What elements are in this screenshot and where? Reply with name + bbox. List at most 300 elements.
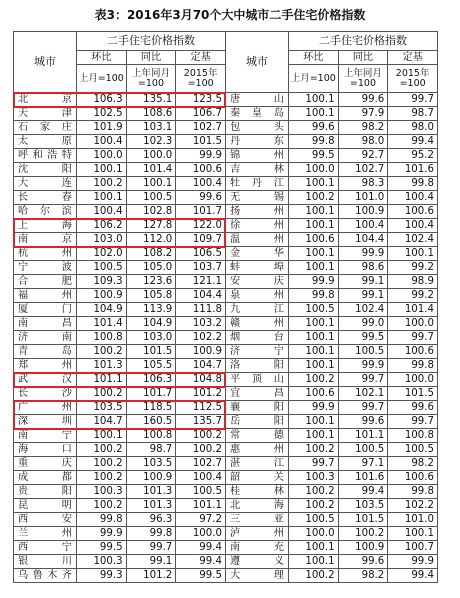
index-value-cell: 98.6 — [338, 261, 388, 275]
index-value-cell: 99.8 — [388, 485, 438, 499]
city-cell: 呼和浩特 — [14, 149, 77, 163]
col-base-right: 定基 — [388, 51, 438, 65]
index-value-cell: 98.0 — [338, 135, 388, 149]
city-cell: 成都 — [14, 471, 77, 485]
index-value-cell: 106.3 — [126, 373, 176, 387]
index-value-cell: 100.4 — [76, 205, 126, 219]
index-value-cell: 99.1 — [126, 555, 176, 569]
index-value-cell: 104.7 — [76, 415, 126, 429]
index-value-cell: 100.5 — [338, 443, 388, 457]
city-cell: 安庆 — [225, 275, 288, 289]
city-cell: 襄阳 — [225, 401, 288, 415]
index-value-cell: 101.0 — [388, 513, 438, 527]
table-row — [14, 177, 438, 191]
index-value-cell: 135.1 — [126, 93, 176, 107]
index-value-cell: 98.7 — [126, 443, 176, 457]
index-value-cell: 100.0 — [288, 527, 338, 541]
city-cell: 上海 — [14, 219, 77, 233]
index-value-cell: 100.3 — [288, 471, 338, 485]
index-value-cell: 121.1 — [176, 275, 226, 289]
index-value-cell: 99.6 — [338, 93, 388, 107]
table-row — [14, 541, 438, 555]
index-value-cell: 98.2 — [338, 569, 388, 583]
index-value-cell: 99.3 — [76, 569, 126, 583]
index-value-cell: 102.7 — [338, 163, 388, 177]
city-cell: 徐州 — [225, 219, 288, 233]
table-row — [14, 149, 438, 163]
index-value-cell: 102.0 — [76, 247, 126, 261]
city-cell: 韶关 — [225, 471, 288, 485]
index-value-cell: 106.2 — [76, 219, 126, 233]
table-row — [14, 457, 438, 471]
index-value-cell: 101.5 — [176, 135, 226, 149]
index-value-cell: 100.1 — [288, 219, 338, 233]
index-value-cell: 100.2 — [76, 345, 126, 359]
index-value-cell: 102.2 — [176, 331, 226, 345]
index-value-cell: 101.6 — [388, 163, 438, 177]
index-value-cell: 101.9 — [76, 121, 126, 135]
city-cell: 贵阳 — [14, 485, 77, 499]
price-index-table-wrapper — [13, 31, 438, 583]
city-cell: 常德 — [225, 429, 288, 443]
city-cell: 温州 — [225, 233, 288, 247]
index-value-cell: 98.2 — [388, 457, 438, 471]
index-value-cell: 100.7 — [388, 541, 438, 555]
index-value-cell: 99.5 — [288, 149, 338, 163]
table-row — [14, 191, 438, 205]
city-cell: 武汉 — [14, 373, 77, 387]
index-value-cell: 102.1 — [338, 387, 388, 401]
table-row — [14, 247, 438, 261]
city-cell: 乌鲁木齐 — [14, 569, 77, 583]
index-value-cell: 101.7 — [176, 205, 226, 219]
city-cell: 宜昌 — [225, 387, 288, 401]
city-cell: 金华 — [225, 247, 288, 261]
city-cell: 湛江 — [225, 457, 288, 471]
index-value-cell: 99.1 — [338, 289, 388, 303]
city-cell: 北京 — [14, 93, 77, 107]
index-value-cell: 100.9 — [176, 345, 226, 359]
index-value-cell: 99.4 — [388, 569, 438, 583]
index-value-cell: 106.7 — [176, 107, 226, 121]
index-value-cell: 101.2 — [176, 387, 226, 401]
city-cell: 济宁 — [225, 345, 288, 359]
index-value-cell: 100.4 — [76, 135, 126, 149]
index-value-cell: 100.6 — [176, 163, 226, 177]
index-value-cell: 99.5 — [176, 569, 226, 583]
index-value-cell: 103.0 — [76, 233, 126, 247]
index-value-cell: 100.4 — [176, 471, 226, 485]
index-value-cell: 113.9 — [126, 303, 176, 317]
index-value-cell: 100.8 — [388, 429, 438, 443]
index-value-cell: 100.1 — [288, 317, 338, 331]
city-cell: 昆明 — [14, 499, 77, 513]
index-value-cell: 100.1 — [288, 555, 338, 569]
index-value-cell: 123.6 — [126, 275, 176, 289]
index-value-cell: 100.4 — [388, 191, 438, 205]
index-value-cell: 100.4 — [338, 219, 388, 233]
table-row — [14, 499, 438, 513]
sub-mom-right: 上月=100 — [288, 65, 338, 93]
table-row — [14, 107, 438, 121]
index-value-cell: 104.9 — [126, 317, 176, 331]
city-cell: 南充 — [225, 541, 288, 555]
index-value-cell: 100.8 — [126, 429, 176, 443]
table-row — [14, 415, 438, 429]
city-cell: 天津 — [14, 107, 77, 121]
index-value-cell: 108.6 — [126, 107, 176, 121]
index-value-cell: 100.6 — [288, 233, 338, 247]
table-row — [14, 219, 438, 233]
index-value-cell: 101.1 — [76, 373, 126, 387]
index-value-cell: 100.2 — [288, 373, 338, 387]
index-value-cell: 100.2 — [76, 471, 126, 485]
index-value-cell: 98.0 — [388, 121, 438, 135]
index-value-cell: 102.5 — [76, 107, 126, 121]
city-cell: 沈阳 — [14, 163, 77, 177]
col-mom-left: 环比 — [76, 51, 126, 65]
index-value-cell: 99.2 — [388, 261, 438, 275]
index-value-cell: 99.6 — [338, 415, 388, 429]
index-value-cell: 127.8 — [126, 219, 176, 233]
index-value-cell: 99.7 — [126, 541, 176, 555]
index-value-cell: 112.0 — [126, 233, 176, 247]
index-value-cell: 112.5 — [176, 401, 226, 415]
index-value-cell: 101.3 — [126, 485, 176, 499]
index-value-cell: 100.0 — [288, 163, 338, 177]
table-row — [14, 261, 438, 275]
table-row — [14, 527, 438, 541]
city-cell: 郑州 — [14, 359, 77, 373]
city-cell: 南宁 — [14, 429, 77, 443]
index-value-cell: 99.6 — [388, 401, 438, 415]
city-cell: 大连 — [14, 177, 77, 191]
index-value-cell: 97.1 — [338, 457, 388, 471]
table-row — [14, 513, 438, 527]
index-value-cell: 135.7 — [176, 415, 226, 429]
table-row — [14, 555, 438, 569]
table-row — [14, 205, 438, 219]
index-value-cell: 100.1 — [288, 415, 338, 429]
index-value-cell: 99.6 — [176, 191, 226, 205]
index-value-cell: 97.2 — [176, 513, 226, 527]
table-body — [14, 93, 438, 583]
index-value-cell: 100.2 — [338, 527, 388, 541]
index-value-cell: 103.1 — [126, 121, 176, 135]
city-cell: 合肥 — [14, 275, 77, 289]
index-value-cell: 100.9 — [338, 541, 388, 555]
city-cell: 惠州 — [225, 443, 288, 457]
city-cell: 平顶山 — [225, 373, 288, 387]
index-value-cell: 99.8 — [288, 135, 338, 149]
index-value-cell: 100.2 — [288, 443, 338, 457]
index-value-cell: 98.3 — [338, 177, 388, 191]
city-cell: 桂林 — [225, 485, 288, 499]
index-value-cell: 100.6 — [388, 205, 438, 219]
index-value-cell: 102.4 — [338, 303, 388, 317]
index-value-cell: 100.9 — [338, 205, 388, 219]
index-value-cell: 100.6 — [288, 387, 338, 401]
index-value-cell: 98.9 — [388, 275, 438, 289]
city-cell: 西宁 — [14, 541, 77, 555]
index-value-cell: 99.7 — [388, 331, 438, 345]
index-value-cell: 100.1 — [288, 205, 338, 219]
table-row — [14, 121, 438, 135]
sub-yoy-right: 上年同月=100 — [338, 65, 388, 93]
index-value-cell: 95.2 — [388, 149, 438, 163]
index-value-cell: 99.9 — [288, 275, 338, 289]
index-value-cell: 100.0 — [388, 373, 438, 387]
index-value-cell: 100.5 — [288, 513, 338, 527]
index-value-cell: 92.7 — [338, 149, 388, 163]
city-cell: 宁波 — [14, 261, 77, 275]
city-cell: 烟台 — [225, 331, 288, 345]
index-value-cell: 104.7 — [176, 359, 226, 373]
index-value-cell: 99.1 — [338, 275, 388, 289]
city-cell: 包头 — [225, 121, 288, 135]
index-value-cell: 103.7 — [176, 261, 226, 275]
index-value-cell: 101.7 — [126, 387, 176, 401]
col-base-left: 定基 — [176, 51, 226, 65]
city-cell: 锦州 — [225, 149, 288, 163]
city-cell: 遵义 — [225, 555, 288, 569]
city-cell: 蚌埠 — [225, 261, 288, 275]
index-value-cell: 99.6 — [288, 121, 338, 135]
index-value-cell: 102.7 — [176, 121, 226, 135]
index-value-cell: 102.3 — [126, 135, 176, 149]
index-value-cell: 100.1 — [288, 331, 338, 345]
city-cell: 丹东 — [225, 135, 288, 149]
index-value-cell: 100.4 — [176, 177, 226, 191]
index-value-cell: 99.4 — [388, 135, 438, 149]
city-cell: 秦皇岛 — [225, 107, 288, 121]
group-header-left: 二手住宅价格指数 — [76, 32, 225, 51]
city-cell: 大理 — [225, 569, 288, 583]
index-value-cell: 99.9 — [338, 247, 388, 261]
index-value-cell: 99.8 — [288, 289, 338, 303]
index-value-cell: 100.1 — [76, 191, 126, 205]
index-value-cell: 101.5 — [388, 387, 438, 401]
index-value-cell: 100.3 — [76, 555, 126, 569]
city-cell: 福州 — [14, 289, 77, 303]
index-value-cell: 100.4 — [388, 219, 438, 233]
table-row — [14, 275, 438, 289]
index-value-cell: 103.5 — [76, 401, 126, 415]
index-value-cell: 99.8 — [76, 513, 126, 527]
index-value-cell: 101.5 — [338, 513, 388, 527]
table-row — [14, 331, 438, 345]
index-value-cell: 111.8 — [176, 303, 226, 317]
table-row — [14, 93, 438, 107]
table-row — [14, 443, 438, 457]
index-value-cell: 98.2 — [338, 121, 388, 135]
index-value-cell: 102.2 — [388, 499, 438, 513]
index-value-cell: 100.1 — [288, 359, 338, 373]
table-row — [14, 233, 438, 247]
city-cell: 长春 — [14, 191, 77, 205]
index-value-cell: 99.7 — [388, 93, 438, 107]
index-value-cell: 99.8 — [126, 527, 176, 541]
index-value-cell: 100.5 — [76, 261, 126, 275]
table-row — [14, 429, 438, 443]
index-value-cell: 105.8 — [126, 289, 176, 303]
index-value-cell: 100.2 — [288, 499, 338, 513]
index-value-cell: 100.1 — [388, 527, 438, 541]
city-cell: 哈尔滨 — [14, 205, 77, 219]
index-value-cell: 99.4 — [338, 485, 388, 499]
city-cell: 石家庄 — [14, 121, 77, 135]
index-value-cell: 101.1 — [176, 499, 226, 513]
index-value-cell: 100.1 — [126, 177, 176, 191]
index-value-cell: 100.9 — [76, 289, 126, 303]
index-value-cell: 100.8 — [76, 331, 126, 345]
index-value-cell: 101.4 — [126, 163, 176, 177]
index-value-cell: 103.0 — [126, 331, 176, 345]
index-value-cell: 99.9 — [176, 149, 226, 163]
sub-base-right: 2015年=100 — [388, 65, 438, 93]
index-value-cell: 97.9 — [338, 107, 388, 121]
index-value-cell: 99.7 — [338, 401, 388, 415]
index-value-cell: 101.1 — [338, 429, 388, 443]
index-value-cell: 104.9 — [76, 303, 126, 317]
city-cell: 银川 — [14, 555, 77, 569]
index-value-cell: 122.0 — [176, 219, 226, 233]
index-value-cell: 105.0 — [126, 261, 176, 275]
index-value-cell: 104.4 — [176, 289, 226, 303]
index-value-cell: 99.4 — [176, 541, 226, 555]
group-header-right: 二手住宅价格指数 — [288, 32, 437, 51]
table-row — [14, 569, 438, 583]
city-cell: 长沙 — [14, 387, 77, 401]
city-cell: 青岛 — [14, 345, 77, 359]
index-value-cell: 100.2 — [176, 429, 226, 443]
city-cell: 深圳 — [14, 415, 77, 429]
index-value-cell: 100.0 — [388, 317, 438, 331]
city-cell: 三亚 — [225, 513, 288, 527]
city-cell: 西安 — [14, 513, 77, 527]
table-row — [14, 345, 438, 359]
index-value-cell: 100.2 — [288, 485, 338, 499]
col-yoy-left: 同比 — [126, 51, 176, 65]
index-value-cell: 100.2 — [288, 191, 338, 205]
table-row — [14, 471, 438, 485]
index-value-cell: 104.4 — [338, 233, 388, 247]
city-cell: 济南 — [14, 331, 77, 345]
index-value-cell: 100.1 — [288, 93, 338, 107]
index-value-cell: 101.3 — [76, 359, 126, 373]
index-value-cell: 99.9 — [388, 555, 438, 569]
sub-base-left: 2015年=100 — [176, 65, 226, 93]
index-value-cell: 99.4 — [176, 555, 226, 569]
index-value-cell: 102.8 — [126, 205, 176, 219]
city-cell: 洛阳 — [225, 359, 288, 373]
index-value-cell: 101.2 — [126, 569, 176, 583]
city-cell: 杭州 — [14, 247, 77, 261]
city-cell: 赣州 — [225, 317, 288, 331]
table-row — [14, 289, 438, 303]
index-value-cell: 99.9 — [76, 527, 126, 541]
index-value-cell: 100.1 — [288, 541, 338, 555]
city-cell: 扬州 — [225, 205, 288, 219]
index-value-cell: 99.8 — [388, 177, 438, 191]
index-value-cell: 100.2 — [76, 177, 126, 191]
price-index-table — [13, 31, 438, 583]
index-value-cell: 100.2 — [76, 443, 126, 457]
index-value-cell: 96.3 — [126, 513, 176, 527]
index-value-cell: 99.8 — [388, 359, 438, 373]
index-value-cell: 100.2 — [288, 569, 338, 583]
city-cell: 厦门 — [14, 303, 77, 317]
city-cell: 无锡 — [225, 191, 288, 205]
index-value-cell: 99.6 — [338, 555, 388, 569]
city-header-left: 城市 — [14, 32, 77, 93]
index-value-cell: 105.5 — [126, 359, 176, 373]
city-cell: 兰州 — [14, 527, 77, 541]
col-yoy-right: 同比 — [338, 51, 388, 65]
index-value-cell: 100.6 — [388, 345, 438, 359]
index-value-cell: 100.6 — [388, 471, 438, 485]
index-value-cell: 99.5 — [76, 541, 126, 555]
index-value-cell: 100.2 — [76, 499, 126, 513]
index-value-cell: 100.5 — [126, 191, 176, 205]
sub-mom-left: 上月=100 — [76, 65, 126, 93]
index-value-cell: 100.0 — [76, 149, 126, 163]
index-value-cell: 99.7 — [338, 373, 388, 387]
index-value-cell: 103.5 — [338, 499, 388, 513]
table-row — [14, 485, 438, 499]
index-value-cell: 109.3 — [76, 275, 126, 289]
index-value-cell: 99.7 — [288, 457, 338, 471]
index-value-cell: 103.2 — [176, 317, 226, 331]
index-value-cell: 99.7 — [388, 415, 438, 429]
table-title: 表3：2016年3月70个大中城市二手住宅价格指数 — [94, 8, 366, 22]
index-value-cell: 101.3 — [126, 499, 176, 513]
index-value-cell: 100.1 — [76, 429, 126, 443]
index-value-cell: 99.9 — [338, 359, 388, 373]
city-cell: 南京 — [14, 233, 77, 247]
city-cell: 重庆 — [14, 457, 77, 471]
index-value-cell: 100.1 — [388, 247, 438, 261]
city-cell: 牡丹江 — [225, 177, 288, 191]
city-cell: 北海 — [225, 499, 288, 513]
city-cell: 南昌 — [14, 317, 77, 331]
index-value-cell: 100.5 — [338, 345, 388, 359]
index-value-cell: 100.0 — [126, 149, 176, 163]
index-value-cell: 102.4 — [388, 233, 438, 247]
index-value-cell: 100.9 — [126, 471, 176, 485]
city-cell: 海口 — [14, 443, 77, 457]
index-value-cell: 100.2 — [76, 387, 126, 401]
table-row — [14, 359, 438, 373]
index-value-cell: 106.5 — [176, 247, 226, 261]
sub-yoy-left: 上年同月=100 — [126, 65, 176, 93]
table-row — [14, 163, 438, 177]
city-cell: 九江 — [225, 303, 288, 317]
index-value-cell: 100.5 — [176, 485, 226, 499]
index-value-cell: 160.5 — [126, 415, 176, 429]
city-cell: 泉州 — [225, 289, 288, 303]
index-value-cell: 102.7 — [176, 457, 226, 471]
index-value-cell: 100.1 — [288, 107, 338, 121]
city-cell: 广州 — [14, 401, 77, 415]
table-row — [14, 317, 438, 331]
city-cell: 吉林 — [225, 163, 288, 177]
index-value-cell: 101.0 — [338, 191, 388, 205]
col-mom-right: 环比 — [288, 51, 338, 65]
city-cell: 太原 — [14, 135, 77, 149]
index-value-cell: 101.4 — [76, 317, 126, 331]
index-value-cell: 100.5 — [288, 303, 338, 317]
